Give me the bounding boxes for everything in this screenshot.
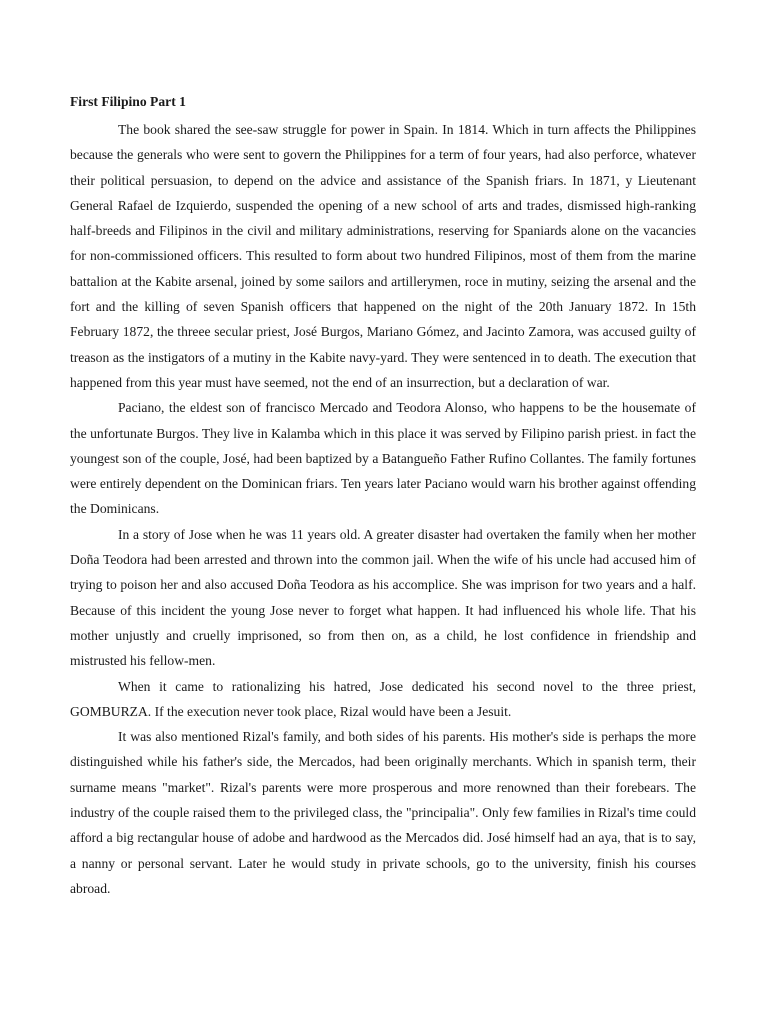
paragraph-1: The book shared the see-saw struggle for power in Spain. In 1814. Which in turn affects the Philippines because the generals who were sent to govern the Philippines for a term of four years, had also perforce, whatever their political persuasion, to depend on the advice and assistance of the Spanish friars. In 1871, y Lieutenant General Rafael de Izquierdo, suspended the opening of a new school of arts and trades, dismissed high-ranking half-breeds and Filipinos in the civil and military administrations, reserving for Spaniards alone on the vacancies for non-commissioned officers. This resulted to form about two hundred Filipinos, most of them from the marine battalion at the Kabite arsenal, joined by some sailors and artillerymen, roce in mutiny, seizing the arsenal and the fort and the killing of seven Spanish officers that happened on the night of the 20th January 1872. In 15th February 1872, the threee secular priest, José Burgos, Mariano Gómez, and Jacinto Zamora, was accused guilty of treason as the instigators of a mutiny in the Kabite navy-yard. They were sentenced in to death. The execution that happened from this year must have seemed, not the end of an insurrection, but a declaration of war. xyxy=(70,122,696,390)
paragraph-5: It was also mentioned Rizal's family, and both sides of his parents. His mother's side is perhaps the more distinguished while his father's side, the Mercados, had been originally merchants. Which in spanish term, their surname means "market". Rizal's parents were more prosperous and more renowned than their forebears. The industry of the couple raised them to the privileged class, the "principalia". Only few families in Rizal's time could afford a big rectangular house of adobe and hardwood as the Mercados did. José himself had an aya, that is to say, a nanny or personal servant. Later he would study in private schools, go to the university, finish his courses abroad. xyxy=(70,729,696,896)
paragraph-2: Paciano, the eldest son of francisco Mercado and Teodora Alonso, who happens to be the housemate of the unfortunate Burgos. They live in Kalamba which in this place it was served by Filipino parish priest. in fact the youngest son of the couple, José, had been baptized by a Batangueño Father Rufino Collantes. The family fortunes were entirely dependent on the Dominican friars. Ten years later Paciano would warn his brother against offending the Dominicans. xyxy=(70,400,696,517)
paragraph-3: In a story of Jose when he was 11 years old. A greater disaster had overtaken the family when her mother Doña Teodora had been arrested and thrown into the common jail. When the wife of his uncle had accused him of trying to poison her and also accused Doña Teodora as his accomplice. She was imprison for two years and a half. Because of this incident the young Jose never to forget what happen. It had influenced his whole life. That his mother unjustly and cruelly imprisoned, so from then on, as a child, he lost confidence in friendship and mistrusted his fellow-men. xyxy=(70,526,696,669)
document-title: First Filipino Part 1 xyxy=(70,94,186,109)
paragraph-4: When it came to rationalizing his hatred, Jose dedicated his second novel to the three priest, GOMBURZA. If the execution never took place, Rizal would have been a Jesuit. xyxy=(70,678,696,719)
